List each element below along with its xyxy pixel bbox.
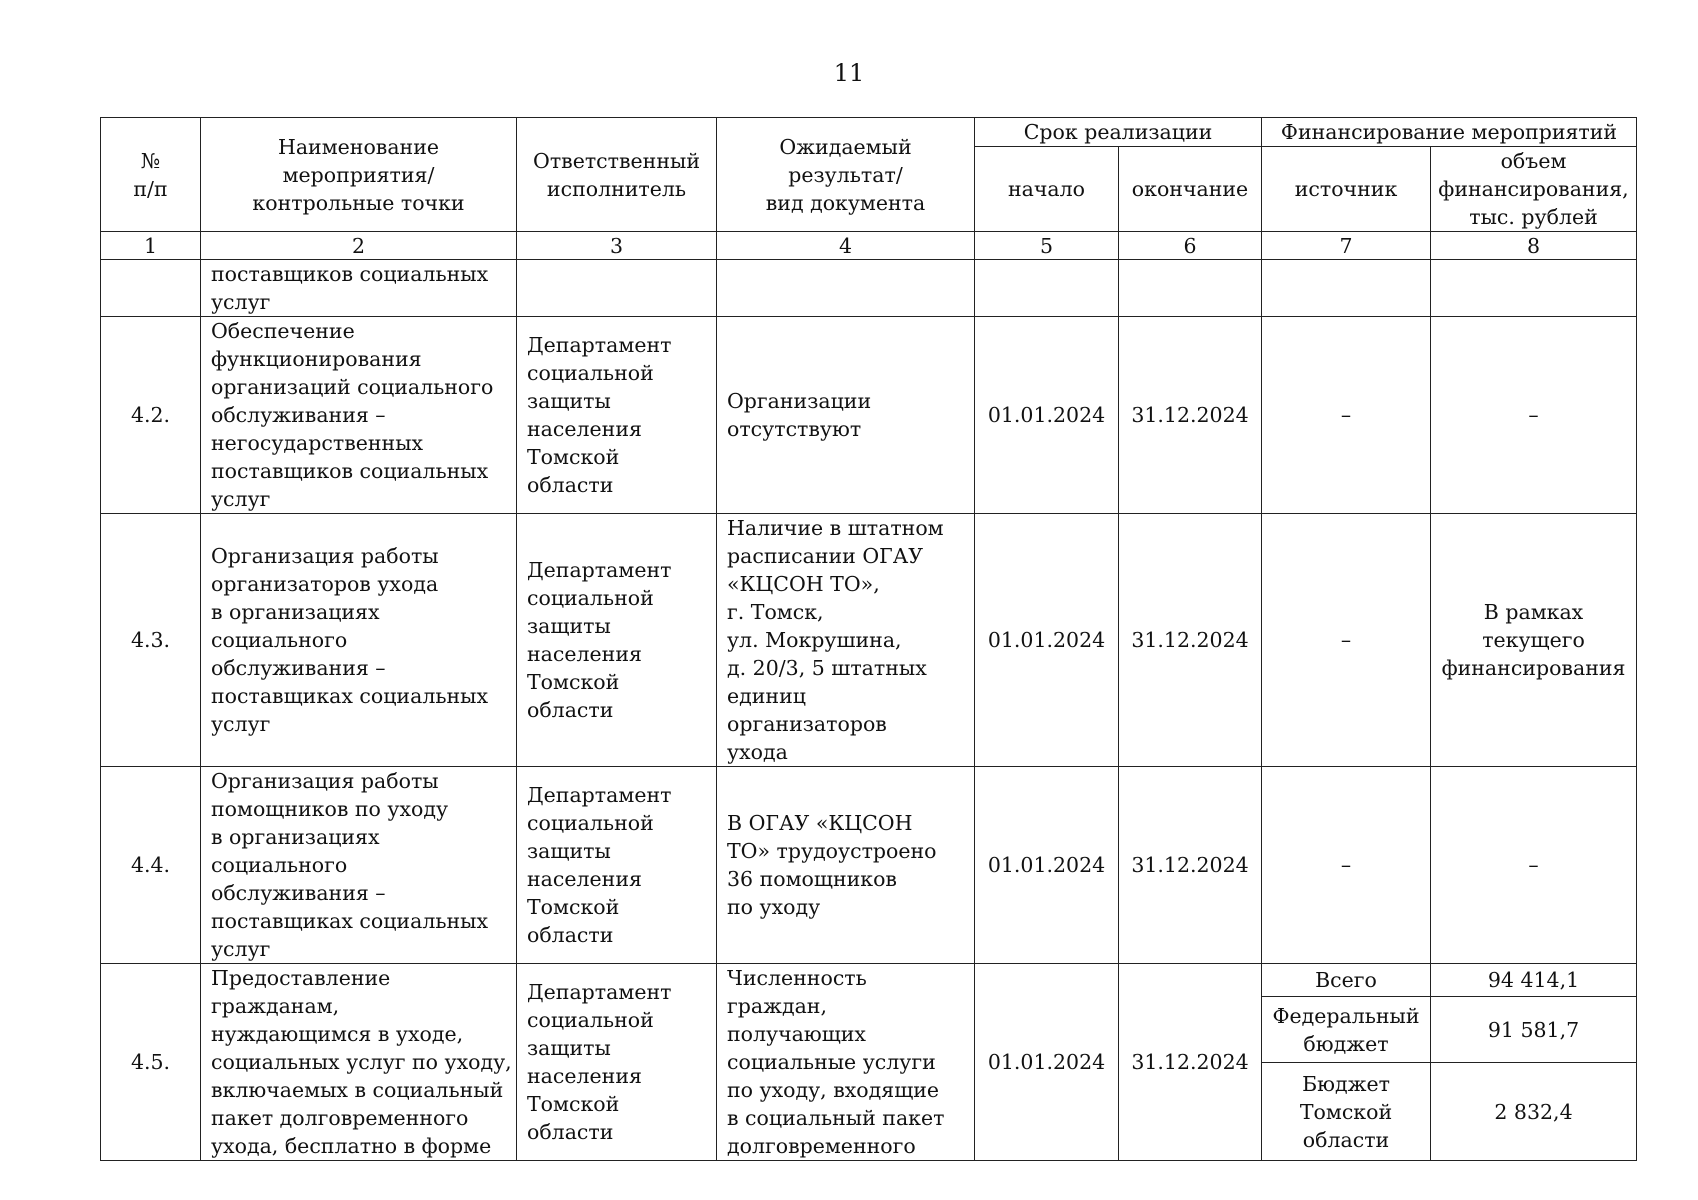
row-name: Предоставление гражданам, нуждающимся в уходе, социальных услуг по уходу, включаемых в социальный пакет долговременного ухода, бесплатно в форме <box>201 964 517 1161</box>
column-number: 3 <box>517 232 717 260</box>
column-number: 1 <box>101 232 201 260</box>
column-number: 8 <box>1431 232 1637 260</box>
row-end: 31.12.2024 <box>1119 514 1262 767</box>
header-responsible: Ответственный исполнитель <box>517 118 717 232</box>
row-start: 01.01.2024 <box>975 514 1119 767</box>
table-row <box>101 317 1637 514</box>
row-responsible: Департамент социальной защиты населения Томской области <box>517 514 717 767</box>
row-name: Организация работы организаторов ухода в организациях социального обслуживания – поставщиках социальных услуг <box>201 514 517 767</box>
header-result: Ожидаемый результат/ вид документа <box>717 118 975 232</box>
header-fin-source: источник <box>1262 147 1431 232</box>
row-volume: – <box>1431 317 1637 514</box>
table-row <box>101 514 1637 767</box>
row-end: 31.12.2024 <box>1119 767 1262 964</box>
row-volume <box>1431 260 1637 317</box>
row-start: 01.01.2024 <box>975 317 1119 514</box>
activities-table <box>100 117 1637 1161</box>
row-volume: В рамках текущего финансирования <box>1431 514 1637 767</box>
row-responsible: Департамент социальной защиты населения Томской области <box>517 767 717 964</box>
header-name: Наименование мероприятия/ контрольные точки <box>201 118 517 232</box>
financing-source: Федеральный бюджет <box>1262 997 1431 1063</box>
column-number: 4 <box>717 232 975 260</box>
row-name: Организация работы помощников по уходу в организациях социального обслуживания – поставщиках социальных услуг <box>201 767 517 964</box>
row-responsible: Департамент социальной защиты населения Томской области <box>517 964 717 1161</box>
header-financing: Финансирование мероприятий <box>1262 118 1637 147</box>
row-num: 4.5. <box>101 964 201 1161</box>
row-result: Наличие в штатном расписании ОГАУ «КЦСОН ТО», г. Томск, ул. Мокрушина, д. 20/3, 5 штатных единиц организаторов ухода <box>717 514 975 767</box>
column-number: 7 <box>1262 232 1431 260</box>
row-source: – <box>1262 767 1431 964</box>
row-name: Обеспечение функционирования организаций социального обслуживания – негосударственных поставщиков социальных услуг <box>201 317 517 514</box>
financing-source: Всего <box>1262 964 1431 997</box>
row-result <box>717 260 975 317</box>
header-term-end: окончание <box>1119 147 1262 232</box>
row-end <box>1119 260 1262 317</box>
row-responsible <box>517 260 717 317</box>
header-term: Срок реализации <box>975 118 1262 147</box>
row-start: 01.01.2024 <box>975 964 1119 1161</box>
row-result: Численность граждан, получающих социальные услуги по уходу, входящие в социальный пакет долговременного <box>717 964 975 1161</box>
row-start <box>975 260 1119 317</box>
row-end: 31.12.2024 <box>1119 964 1262 1161</box>
row-source: – <box>1262 514 1431 767</box>
row-num: 4.4. <box>101 767 201 964</box>
row-end: 31.12.2024 <box>1119 317 1262 514</box>
column-numbers-row <box>101 232 1637 260</box>
column-number: 2 <box>201 232 517 260</box>
row-volume: – <box>1431 767 1637 964</box>
financing-source: Бюджет Томской области <box>1262 1063 1431 1161</box>
table-row <box>101 964 1637 997</box>
row-result: Организации отсутствуют <box>717 317 975 514</box>
table-row <box>101 767 1637 964</box>
row-name: поставщиков социальных услуг <box>201 260 517 317</box>
financing-volume: 94 414,1 <box>1431 964 1637 997</box>
financing-volume: 2 832,4 <box>1431 1063 1637 1161</box>
column-number: 5 <box>975 232 1119 260</box>
column-number: 6 <box>1119 232 1262 260</box>
row-start: 01.01.2024 <box>975 767 1119 964</box>
header-num: № п/п <box>101 118 201 232</box>
row-result: В ОГАУ «КЦСОН ТО» трудоустроено 36 помощников по уходу <box>717 767 975 964</box>
header-term-start: начало <box>975 147 1119 232</box>
row-responsible: Департамент социальной защиты населения Томской области <box>517 317 717 514</box>
page-number: 11 <box>833 59 865 87</box>
row-source <box>1262 260 1431 317</box>
row-num: 4.3. <box>101 514 201 767</box>
row-num: 4.2. <box>101 317 201 514</box>
financing-volume: 91 581,7 <box>1431 997 1637 1063</box>
table-row <box>101 260 1637 317</box>
row-source: – <box>1262 317 1431 514</box>
header-fin-volume: объем финансирования, тыс. рублей <box>1431 147 1637 232</box>
row-num <box>101 260 201 317</box>
